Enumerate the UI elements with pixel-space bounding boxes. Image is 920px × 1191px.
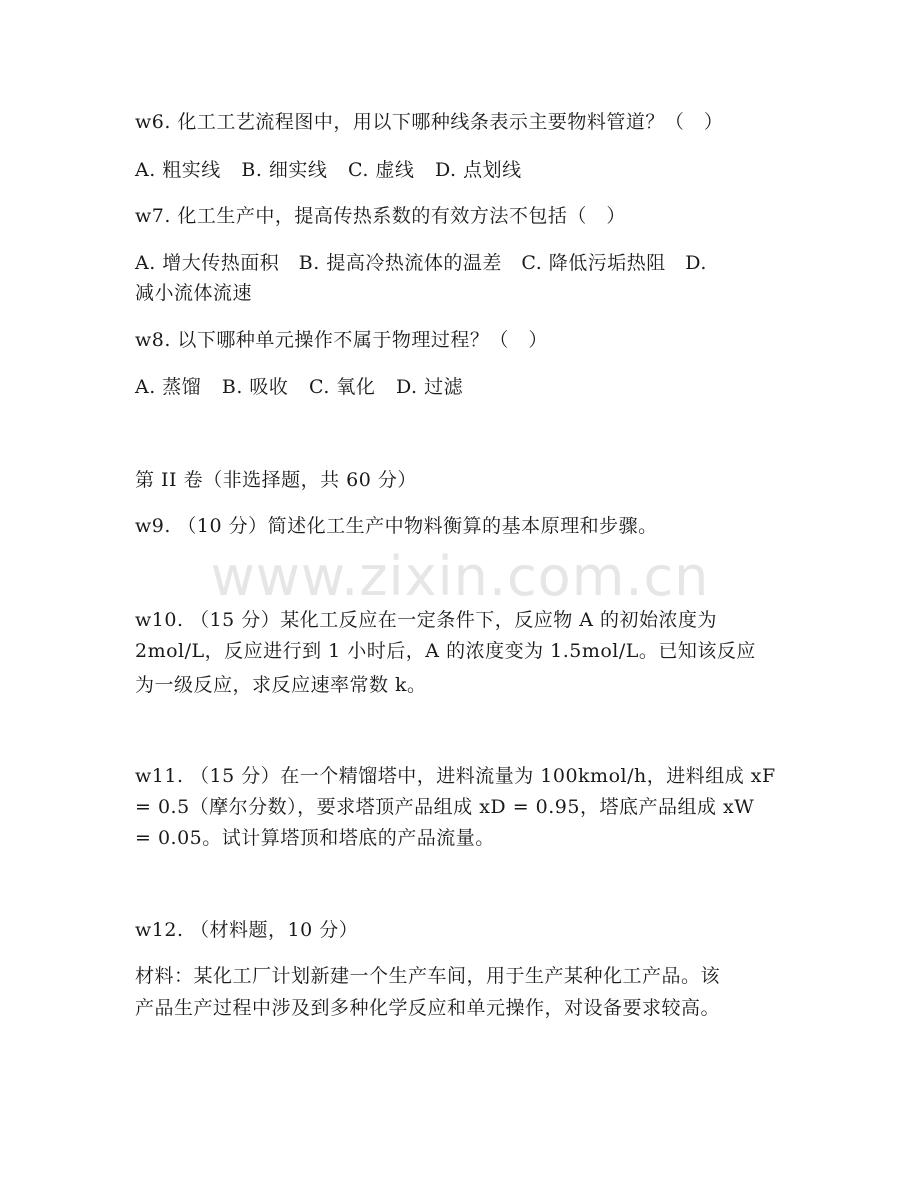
question-8-stem: w8. 以下哪种单元操作不属于物理过程？（ ） xyxy=(135,329,548,351)
question-12-material-line-2: 产品生产过程中涉及到多种化学反应和单元操作，对设备要求较高。 xyxy=(135,997,721,1019)
question-7-stem: w7. 化工生产中，提高传热系数的有效方法不包括（ ） xyxy=(135,205,626,227)
question-12-material-line-1: 材料：某化工厂计划新建一个生产车间，用于生产某种化工产品。该 xyxy=(135,965,721,987)
question-6-option-a: A. 粗实线 xyxy=(135,159,221,181)
question-6-option-c: C. 虚线 xyxy=(347,159,415,181)
question-11-line-3: = 0.05。试计算塔顶和塔底的产品流量。 xyxy=(135,827,495,849)
question-8-option-b: B. 吸收 xyxy=(221,376,289,398)
question-7-options-line-1: A. 增大传热面积 B. 提高冷热流体的温差 C. 降低污垢热阻 D. xyxy=(135,252,707,274)
question-9: w9. （10 分）简述化工生产中物料衡算的基本原理和步骤。 xyxy=(135,515,658,537)
watermark: www.zixin.com.cn xyxy=(210,545,710,608)
section-title: 第 II 卷（非选择题，共 60 分） xyxy=(135,469,417,491)
question-6-options xyxy=(135,157,785,184)
question-6-stem: w6. 化工工艺流程图中，用以下哪种线条表示主要物料管道？（ ） xyxy=(135,111,724,133)
question-8-option-d: D. 过滤 xyxy=(395,376,464,398)
question-10-line-2: 2mol/L，反应进行到 1 小时后，A 的浓度变为 1.5mol/L。已知该反应 xyxy=(135,640,756,662)
question-8-option-c: C. 氧化 xyxy=(308,376,376,398)
question-11-line-2: = 0.5（摩尔分数），要求塔顶产品组成 xD = 0.95，塔底产品组成 xW xyxy=(135,796,755,818)
question-10-line-1: w10. （15 分）某化工反应在一定条件下，反应物 A 的初始浓度为 xyxy=(135,609,718,631)
question-12-stem: w12. （材料题，10 分） xyxy=(135,919,359,941)
question-10-line-3: 为一级反应，求反应速率常数 k。 xyxy=(135,674,427,696)
question-6-option-d: D. 点划线 xyxy=(434,159,522,181)
question-8-option-a: A. 蒸馏 xyxy=(135,376,202,398)
question-6-option-b: B. 细实线 xyxy=(241,159,328,181)
question-7-options-line-2: 减小流体流速 xyxy=(135,282,253,304)
question-8-options xyxy=(135,374,785,401)
question-11-line-1: w11. （15 分）在一个精馏塔中，进料流量为 100kmol/h，进料组成 xF xyxy=(135,765,776,787)
